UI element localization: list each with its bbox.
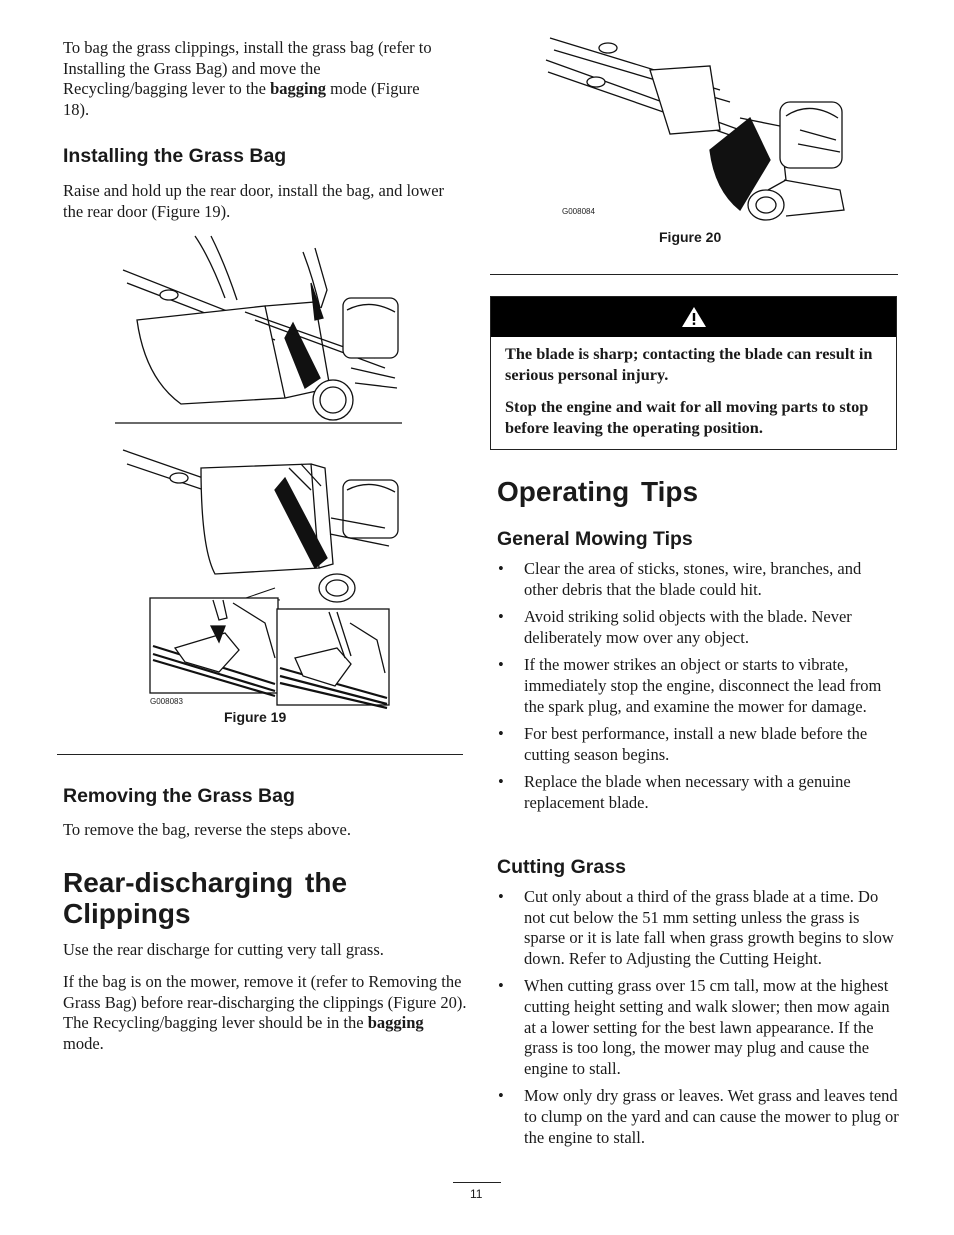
bullet: • xyxy=(498,772,504,792)
bullet: • xyxy=(498,607,504,627)
rear-discharge-intro: Use the rear discharge for cutting very tall grass. xyxy=(63,940,384,959)
removing-grass-bag-text: To remove the bag, reverse the steps above. xyxy=(63,820,351,839)
installing-grass-bag-text: Raise and hold up the rear door, install the bag, and lower the rear door (Figure 19). xyxy=(63,181,445,221)
list-item: • If the mower strikes an object or starts to vibrate, immediately stop the engine, disconnect the lead from the spark plug, and examine the mower for damage. xyxy=(498,655,882,716)
warning-triangle-icon xyxy=(681,306,707,328)
divider xyxy=(490,274,898,275)
figure-20-id: G008084 xyxy=(562,207,595,216)
figure-19 xyxy=(115,228,405,728)
general-mowing-tips-list xyxy=(498,559,898,821)
list-item: • Cut only about a third of the grass blade at a time. Do not cut below the 51 mm setting unless the grass is sparse or it is late fall when grass growth begins to slow down. Refer to Adjusting the Cutting Height. xyxy=(498,887,894,968)
figure-20 xyxy=(540,30,850,230)
warning-box xyxy=(490,296,897,450)
mower-rear-discharge-illustration xyxy=(546,38,844,220)
figure-19-caption: Figure 19 xyxy=(224,709,287,725)
operating-tips-heading: Operating Tips xyxy=(497,476,699,507)
bullet: • xyxy=(498,976,504,996)
list-item: • Avoid striking solid objects with the blade. Never deliberately mow over any object. xyxy=(498,607,852,647)
footer-rule xyxy=(453,1182,501,1183)
cutting-grass-list xyxy=(498,887,902,1155)
cutting-grass-heading: Cutting Grass xyxy=(497,856,626,878)
figure-19-id: G008083 xyxy=(150,697,183,706)
bullet: • xyxy=(498,655,504,675)
page-number: 11 xyxy=(470,1187,483,1201)
list-item: • Replace the blade when necessary with a genuine replacement blade. xyxy=(498,772,851,812)
intro-paragraph: To bag the grass clippings, install the grass bag (refer to Installing the Grass Bag) and move the Recycling/bagging lever to the bagging mode (Figure 18). xyxy=(63,38,432,119)
installing-grass-bag-heading: Installing the Grass Bag xyxy=(63,145,287,167)
warning-header xyxy=(491,297,896,337)
mower-rear-door-illustration xyxy=(123,450,398,602)
bullet: • xyxy=(498,724,504,744)
list-item: • Mow only dry grass or leaves. Wet grass and leaves tend to clump on the yard and can cause the mower to plug or the engine to stall. xyxy=(498,1086,899,1147)
bullet: • xyxy=(498,559,504,578)
list-item: • For best performance, install a new blade before the cutting season begins. xyxy=(498,724,868,764)
rear-discharging-heading: Rear-discharging the Clippings xyxy=(63,867,348,929)
list-item: • Clear the area of sticks, stones, wire, branches, and other debris that the blade could hit. xyxy=(498,559,862,599)
detail-insets xyxy=(150,588,389,708)
removing-grass-bag-heading: Removing the Grass Bag xyxy=(63,785,295,807)
rear-discharge-instructions: If the bag is on the mower, remove it (refer to Removing the Grass Bag) before rear-discharging the clippings (Figure 20). The Recycling/bagging lever should be in the bagging mode. xyxy=(63,972,467,1053)
divider xyxy=(57,754,463,755)
bullet: • xyxy=(498,887,504,906)
bullet: • xyxy=(498,1086,504,1106)
list-item: • When cutting grass over 15 cm tall, mow at the highest cutting height setting and walk slower; then mow again at a lower setting for the best lawn appearance. If the grass is too long, the mower may plug and cause the engine to stall. xyxy=(498,976,890,1078)
warning-text-1: The blade is sharp; contacting the blade can result in serious personal injury. xyxy=(505,344,873,384)
mower-bag-install-illustration xyxy=(123,236,398,420)
general-mowing-tips-heading: General Mowing Tips xyxy=(497,528,693,550)
figure-20-caption: Figure 20 xyxy=(659,229,722,245)
warning-text-2: Stop the engine and wait for all moving parts to stop before leaving the operating position. xyxy=(505,397,869,437)
